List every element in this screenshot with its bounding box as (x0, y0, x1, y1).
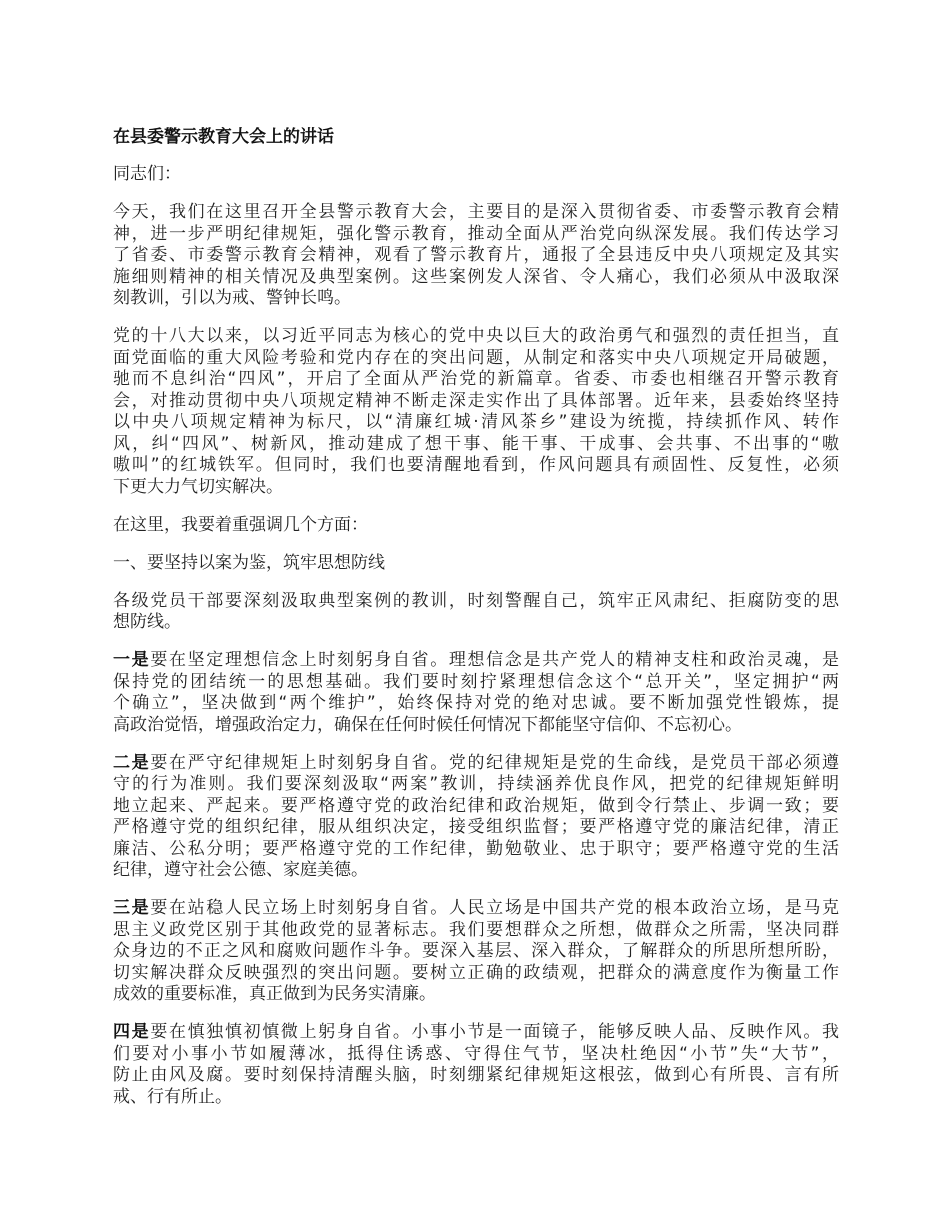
text-line (113, 839, 839, 861)
line-text: 施细则精神的相关情况及典型案例。这些案例发人深省、令人痛心，我们必须从中汲取深 (113, 266, 839, 287)
line-text: 思主义政党区别于其他政党的显著标志。我们要想群众之所想，做群众之所需，坚决同群 (113, 919, 839, 940)
text-line (113, 591, 839, 613)
line-text: 了省委、市委警示教育会精神，观看了警示教育片，通报了全县违反中央八项规定及其实 (113, 245, 839, 265)
line-text: 一、要坚持以案为鉴，筑牢思想防线 (113, 552, 385, 573)
line-text: 驰而不息纠治“四风”，开启了全面从严治党的新篇章。省委、市委也相继召开警示教育 (113, 369, 839, 389)
line-text: 各级党员干部要深刻汲取典型案例的教训，时刻警醒自己，筑牢正风肃纪、拒腐防变的思 (113, 590, 839, 611)
line-text: 成效的重要标准，真正做到为民务实清廉。 (113, 984, 436, 1004)
line-text: 在这里，我要着重强调几个方面： (113, 514, 368, 535)
text-line (113, 612, 839, 634)
text-line (113, 202, 839, 224)
text-line (113, 245, 839, 267)
text-line (113, 288, 839, 310)
line-text: 下更大力气切实解决。 (113, 476, 283, 497)
paragraph (113, 515, 839, 537)
text-line (113, 391, 839, 413)
document-title: 在县委警示教育大会上的讲话 (113, 127, 334, 147)
text-line (113, 267, 839, 289)
text-line (113, 477, 839, 499)
text-line (113, 348, 839, 370)
line-text: 风，纠“四风”、树新风，推动建成了想干事、能干事、干成事、会共事、不出事的“嗷 (113, 433, 839, 454)
text-line (113, 1087, 839, 1109)
line-text: 想防线。 (113, 612, 181, 632)
text-line (113, 817, 839, 839)
line-text: 们要对小事小节如履薄冰，抵得住诱惑、守得住气节，坚决杜绝因“小节”失“大节”， (113, 1043, 839, 1064)
text-line (113, 412, 839, 434)
text-line (113, 860, 839, 882)
paragraph-lead: 一是 (113, 650, 151, 670)
text-line (113, 898, 839, 920)
line-text: 神，进一步严明纪律规矩，强化警示教育，推动全面从严治党向纵深发展。我们传达学习 (113, 223, 839, 244)
line-text: 防止由风及腐。要时刻保持清醒头脑，时刻绷紧纪律规矩这根弦，做到心有所畏、言有所 (113, 1065, 839, 1085)
text-line (113, 434, 839, 456)
line-text: 个确立”，坚决做到“两个维护”，始终保持对党的绝对忠诚。要不断加强党性锻炼，提 (113, 693, 839, 713)
text-line (113, 715, 839, 737)
document-body (113, 126, 839, 1125)
paragraph (113, 753, 839, 882)
line-text: 众身边的不正之风和腐败问题作斗争。要深入基层、深入群众，了解群众的所思所想所盼， (113, 941, 839, 961)
line-text: 会，对推动贯彻中央八项规定精神不断走深走实作出了具体部署。近年来，县委始终坚持 (113, 390, 839, 411)
line-text: 守的行为准则。我们要深刻汲取“两案”教训，持续涵养优良作风，把党的纪律规矩鲜明 (113, 774, 839, 794)
line-text: 要在坚定理想信念上时刻躬身自省。理想信念是共产党人的精神支柱和政治灵魂，是 (150, 650, 840, 670)
line-text: 同志们： (113, 164, 181, 184)
text-line (113, 164, 839, 186)
line-text: 保持党的团结统一的思想基础。我们要时刻拧紧理想信念这个“总开关”，坚定拥护“两 (113, 671, 839, 692)
paragraph (113, 326, 839, 498)
line-text: 今天，我们在这里召开全县警示教育大会，主要目的是深入贯彻省委、市委警示教育会精 (113, 202, 839, 222)
text-line (113, 515, 839, 537)
paragraphs (113, 164, 839, 1108)
line-text: 高政治觉悟，增强政治定力，确保在任何时候任何情况下都能坚守信仰、不忘初心。 (113, 714, 742, 735)
paragraph (113, 650, 839, 736)
paragraph (113, 591, 839, 634)
paragraph-lead: 二是 (113, 752, 151, 773)
paragraph-lead: 四是 (113, 1022, 151, 1042)
text-line (113, 224, 839, 246)
text-line (113, 1022, 839, 1044)
paragraph (113, 553, 839, 575)
line-text: 要在慎独慎初慎微上躬身自省。小事小节是一面镜子，能够反映人品、反映作风。我 (150, 1022, 840, 1042)
line-text: 要在严守纪律规矩上时刻躬身自省。党的纪律规矩是党的生命线，是党员干部必须遵 (150, 752, 840, 773)
line-text: 刻教训，引以为戒、警钟长鸣。 (113, 288, 351, 308)
text-line (113, 672, 839, 694)
text-line (113, 693, 839, 715)
paragraph (113, 1022, 839, 1108)
line-text: 党的十八大以来，以习近平同志为核心的党中央以巨大的政治勇气和强烈的责任担当，直 (113, 326, 839, 346)
line-text: 以中央八项规定精神为标尺，以“清廉红城·清风茶乡”建设为统揽，持续抓作风、转作 (113, 412, 839, 432)
line-text: 嗷叫”的红城铁军。但同时，我们也要清醒地看到，作风问题具有顽固性、反复性，必须 (113, 455, 839, 475)
paragraph (113, 898, 839, 1006)
paragraph (113, 202, 839, 310)
line-text: 要在站稳人民立场上时刻躬身自省。人民立场是中国共产党的根本政治立场，是马克 (150, 898, 840, 918)
text-line (113, 369, 839, 391)
text-line (113, 774, 839, 796)
line-text: 纪律，遵守社会公德、家庭美德。 (113, 860, 368, 880)
text-line (113, 796, 839, 818)
text-line (113, 941, 839, 963)
text-line (113, 326, 839, 348)
text-line (113, 984, 839, 1006)
text-line (113, 650, 839, 672)
line-text: 戒、行有所止。 (113, 1086, 232, 1107)
line-text: 地立起来、严起来。要严格遵守党的政治纪律和政治规矩，做到令行禁止、步调一致；要 (113, 795, 839, 816)
text-line (113, 1044, 839, 1066)
text-line (113, 920, 839, 942)
text-line (113, 455, 839, 477)
text-line (113, 753, 839, 775)
line-text: 严格遵守党的组织纪律，服从组织决定，接受组织监督；要严格遵守党的廉洁纪律，清正 (113, 817, 839, 837)
text-line (113, 963, 839, 985)
line-text: 面党面临的重大风险考验和党内存在的突出问题，从制定和落实中央八项规定开局破题， (113, 347, 839, 368)
text-line (113, 553, 839, 575)
line-text: 切实解决群众反映强烈的突出问题。要树立正确的政绩观，把群众的满意度作为衡量工作 (113, 962, 839, 983)
paragraph (113, 164, 839, 186)
line-text: 廉洁、公私分明；要严格遵守党的工作纪律，勤勉敬业、忠于职守；要严格遵守党的生活 (113, 838, 839, 859)
text-line (113, 1065, 839, 1087)
paragraph-lead: 三是 (113, 898, 151, 918)
